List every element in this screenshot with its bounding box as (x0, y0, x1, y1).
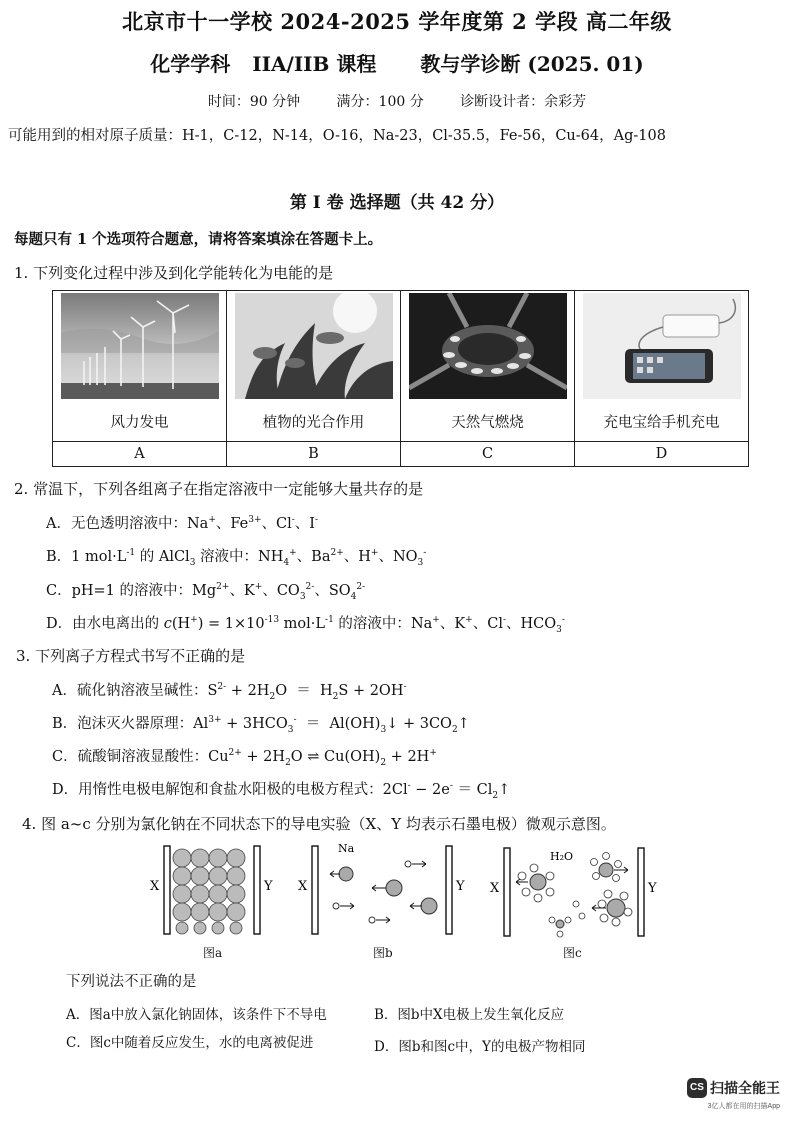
na-ion-label: Na (338, 842, 355, 855)
time-limit: 时间：90 分钟 (207, 94, 301, 110)
q3-option-b: B．泡沫灭火器原理：$Al^{3+} + 3HCO_3^-$ ＝ $Al(OH)_3↓$ + $3CO_2↑$ (52, 715, 470, 735)
camscanner-logo-icon: CS (687, 1078, 707, 1098)
fig-c-caption: 图c (563, 946, 582, 960)
q3-option-a: A．硫化钠溶液呈碱性：$S^{2-} + 2H_2O = H_2S + 2OH^-$ (52, 682, 407, 702)
q4-stem: 4. 图 a~c 分别为氯化钠在不同状态下的导电实验（X、Y 均表示石墨电极）微观示意图。 (22, 815, 616, 833)
q4-option-c: C．图c中随着反应发生，水的电离被促进 (66, 1035, 314, 1051)
q1-option-d-letter: D (575, 442, 749, 467)
q2-option-d: D．由水电离出的 $c(H^+) = 1\times 10^{-13}$ $mol\cdot L^{-1}$ 的溶液中：Na+、K+、Cl-、$HCO_3^-$ (46, 615, 565, 635)
fig-a-y-label: Y (264, 879, 273, 894)
q1-option-c-letter: C (401, 442, 575, 467)
fig-c-electrode-x (504, 848, 510, 936)
h2o-label: H₂O (550, 850, 574, 863)
fig-b-ions (333, 861, 437, 923)
exam-title: 北京市十一学校 2024-2025 学年度第 2 学段 高二年级 (122, 9, 672, 34)
scanner-name: 扫描全能王 (710, 1080, 780, 1096)
fig-a-electrode-x (164, 846, 170, 934)
q1-option-c-caption: 天然气燃烧 (451, 415, 524, 431)
fig-b-electrode-x (312, 846, 318, 934)
fig-c-x-label: X (490, 881, 500, 896)
exam-meta (0, 91, 794, 111)
q2-option-b: B．1 $mol\cdot L^{-1}$ 的 AlCl$_3$ 溶液中：$NH_4^+$、$Ba^{2+}$、H+、$NO_3^-$ (46, 548, 427, 568)
q1-option-c-cell (401, 291, 575, 442)
section-instruction: 每题只有 1 个选项符合题意，请将答案填涂在答题卡上。 (14, 231, 383, 248)
fig-c-electrode-y (638, 848, 644, 936)
q1-option-b-caption: 植物的光合作用 (262, 415, 365, 431)
designer: 诊断设计者：余彩芳 (460, 94, 587, 110)
exam-subtitle (0, 48, 794, 77)
fig-a-caption: 图a (203, 946, 223, 960)
scanner-watermark (687, 1078, 780, 1111)
q1-stem: 1. 下列变化过程中涉及到化学能转化为电能的是 (14, 264, 334, 282)
figure-b (296, 838, 476, 938)
q3-option-c: C．硫酸铜溶液显酸性：$Cu^{2+} + 2H_2O$ ⇌ $Cu(OH)_2 + 2H^+$ (52, 748, 437, 768)
q1-option-a-letter: A (53, 442, 227, 467)
wind-turbines-image (61, 293, 219, 399)
q4-option-b: B．图b中X电极上发生氧化反应 (374, 1007, 565, 1023)
q2-stem: 2. 常温下，下列各组离子在指定溶液中一定能够大量共存的是 (14, 480, 424, 498)
q2-option-a: A．无色透明溶液中：Na+、$Fe^{3+}$、Cl-、I- (46, 515, 319, 532)
figure-c (488, 838, 668, 958)
exam-label: 教与学诊断 (2025. 01) (420, 52, 644, 76)
fig-a-x-label: X (150, 879, 160, 894)
subject-label: 化学学科 (150, 52, 231, 76)
scanner-tagline: 3亿人都在用的扫描App (707, 1103, 780, 1110)
q4-prompt: 下列说法不正确的是 (66, 974, 197, 990)
full-score: 满分：100 分 (336, 94, 424, 110)
q4-option-d: D．图b和图c中，Y的电极产物相同 (374, 1039, 586, 1055)
figure-a (148, 838, 278, 938)
atomic-masses: 可能用到的相对原子质量：H-1，C-12，N-14，O-16，Na-23，Cl-35.5，Fe-56，Cu-64，Ag-108 (8, 128, 666, 144)
q1-option-b-letter: B (227, 442, 401, 467)
fig-b-caption: 图b (373, 946, 393, 960)
q3-stem: 3. 下列离子方程式书写不正确的是 (16, 647, 246, 665)
fig-a-crystal-lattice (173, 849, 245, 934)
fig-c-water-molecules (518, 853, 632, 938)
fig-c-y-label: Y (648, 881, 657, 896)
fig-b-y-label: Y (456, 879, 465, 894)
q1-option-b-cell (227, 291, 401, 442)
q1-option-a-cell (53, 291, 227, 442)
q1-option-a-caption: 风力发电 (110, 415, 169, 431)
fig-a-electrode-y (254, 846, 260, 934)
q1-options-table (52, 290, 749, 467)
section-title: 第 I 卷 选择题（共 42 分） (289, 193, 505, 213)
q4-option-a: A．图a中放入氯化钠固体，该条件下不导电 (66, 1007, 327, 1023)
fig-b-x-label: X (298, 879, 308, 894)
fig-b-electrode-y (446, 846, 452, 934)
plant-photosynthesis-image (235, 293, 393, 399)
gas-burner-image (409, 293, 567, 399)
q1-option-d-caption: 充电宝给手机充电 (603, 415, 720, 431)
course-label: IIA/IIB 课程 (252, 52, 377, 76)
q2-option-c: C．pH=1 的溶液中：$Mg^{2+}$、K+、$CO_3^{2-}$、$SO_4^{2-}$ (46, 582, 366, 602)
power-bank-image (583, 293, 741, 399)
q3-option-d: D．用惰性电极电解饱和食盐水阳极的电极方程式：$2Cl^- - 2e^- = Cl_2↑$ (52, 781, 511, 801)
q1-option-d-cell (575, 291, 749, 442)
